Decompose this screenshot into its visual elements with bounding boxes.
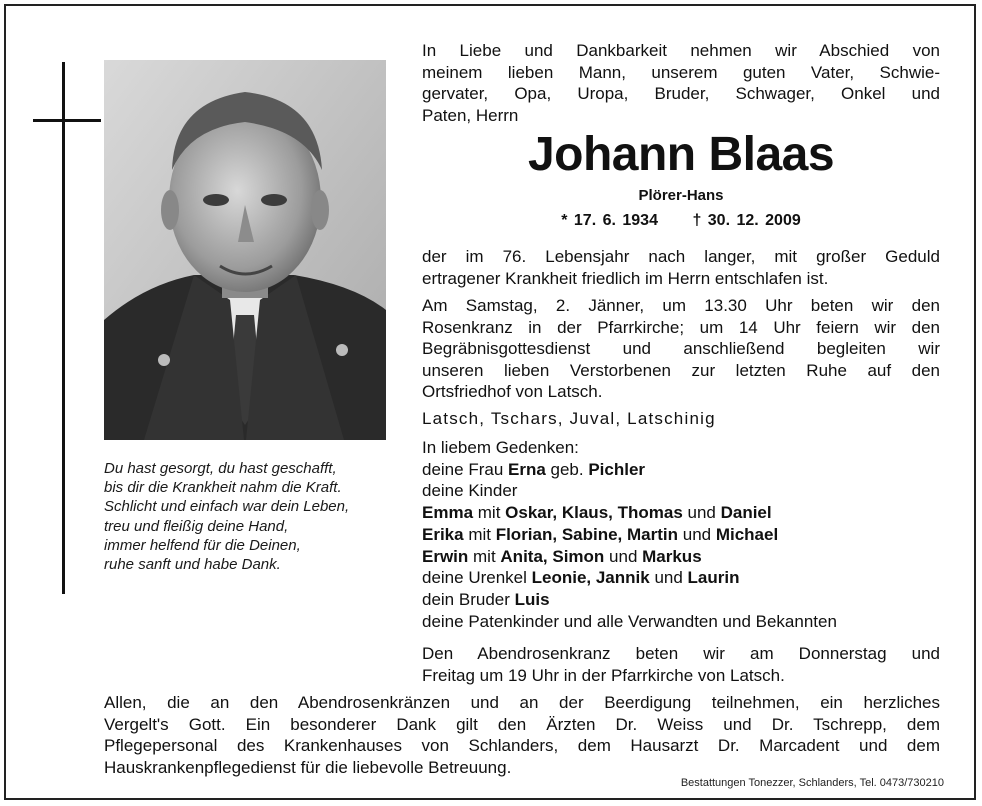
family-wife: deine Frau Erna geb. Pichler <box>422 459 646 479</box>
paragraph-funeral <box>422 295 940 403</box>
intro-line: gervater, Opa, Uropa, Bruder, Schwager, Onkel und <box>422 84 940 103</box>
verse-line: Du hast gesorgt, du hast geschafft, <box>104 460 337 477</box>
verse-line: treu und fleißig deine Hand, <box>104 517 289 535</box>
paragraph-line: Den Abendrosenkranz beten wir am Donnerstag und <box>422 644 940 663</box>
thanks-line: Pflegepersonal des Krankenhauses von Schlanders, dem Hausarzt Dr. Marcadent und dem <box>104 736 940 755</box>
memorial-verse <box>104 459 404 574</box>
undertaker-credit: Bestattungen Tonezzer, Schlanders, Tel. 0473/730210 <box>680 777 944 789</box>
verse-line: Schlicht und einfach war dein Leben, <box>104 498 350 516</box>
family-child: Erwin mit Anita, Simon und Markus <box>422 546 702 566</box>
deceased-name: Johann Blaas <box>527 128 835 181</box>
paragraph-line: ertragener Krankheit friedlich im Herrn entschlafen ist. <box>422 268 829 288</box>
birth-date: * 17. 6. 1934 <box>561 212 658 229</box>
paragraph-line: der im 76. Lebensjahr nach langer, mit großer Geduld <box>422 247 940 266</box>
thanks-line: Allen, die an den Abendrosenkränzen und an der Beerdigung teilnehmen, ein herzliches <box>104 693 940 712</box>
verse-line: immer helfend für die Deinen, <box>104 536 301 554</box>
paragraph-line: Rosenkranz in der Pfarrkirche; um 14 Uhr feiern wir den <box>422 317 940 337</box>
paragraph-line: Ortsfriedhof von Latsch. <box>422 382 603 401</box>
intro-line: In Liebe und Dankbarkeit nehmen wir Abschied von <box>422 41 940 60</box>
thanks-line: Hauskrankenpflegedienst für die liebevolle Betreuung. <box>104 757 512 777</box>
verse-line: bis dir die Krankheit nahm die Kraft. <box>104 479 342 497</box>
thanks-line: Vergelt's Gott. Ein besonderer Dank gilt den Ärzten Dr. Weiss und Dr. Tschrepp, dem <box>104 714 940 734</box>
life-dates <box>422 210 940 232</box>
cross-icon-crossbar <box>33 119 101 122</box>
death-date: † 30. 12. 2009 <box>692 212 801 229</box>
family-list <box>422 437 952 632</box>
family-brother: dein Bruder Luis <box>422 589 550 609</box>
thanks-paragraph <box>104 692 940 778</box>
paragraph-line: Am Samstag, 2. Jänner, um 13.30 Uhr beten wir den <box>422 296 940 315</box>
places-line: Latsch, Tschars, Juval, Latschinig <box>422 409 716 428</box>
verse-line: ruhe sanft und habe Dank. <box>104 556 281 574</box>
family-child: Emma mit Oskar, Klaus, Thomas und Daniel <box>422 503 772 523</box>
paragraph-rosary <box>422 643 940 686</box>
cross-icon <box>62 62 65 594</box>
intro-line: meinem lieben Mann, unserem guten Vater, Schwie- <box>422 62 940 82</box>
intro-line: Paten, Herrn <box>422 105 519 125</box>
family-children-label: deine Kinder <box>422 481 518 501</box>
family-heading: In liebem Gedenken: <box>422 438 579 457</box>
portrait-photo <box>104 60 386 440</box>
nickname: Plörer-Hans <box>638 187 724 204</box>
family-child: Erika mit Florian, Sabine, Martin und Michael <box>422 524 779 544</box>
family-greatgrandchildren: deine Urenkel Leonie, Jannik und Laurin <box>422 568 740 588</box>
paragraph-passing <box>422 246 940 289</box>
paragraph-line: unseren lieben Verstorbenen zur letzten Ruhe auf den <box>422 360 940 380</box>
intro-paragraph <box>422 40 940 126</box>
family-relatives: deine Patenkinder und alle Verwandten und Bekannten <box>422 611 837 631</box>
paragraph-line: Freitag um 19 Uhr in der Pfarrkirche von Latsch. <box>422 665 785 685</box>
paragraph-line: Begräbnisgottesdienst und anschließend begleiten wir <box>422 339 940 358</box>
